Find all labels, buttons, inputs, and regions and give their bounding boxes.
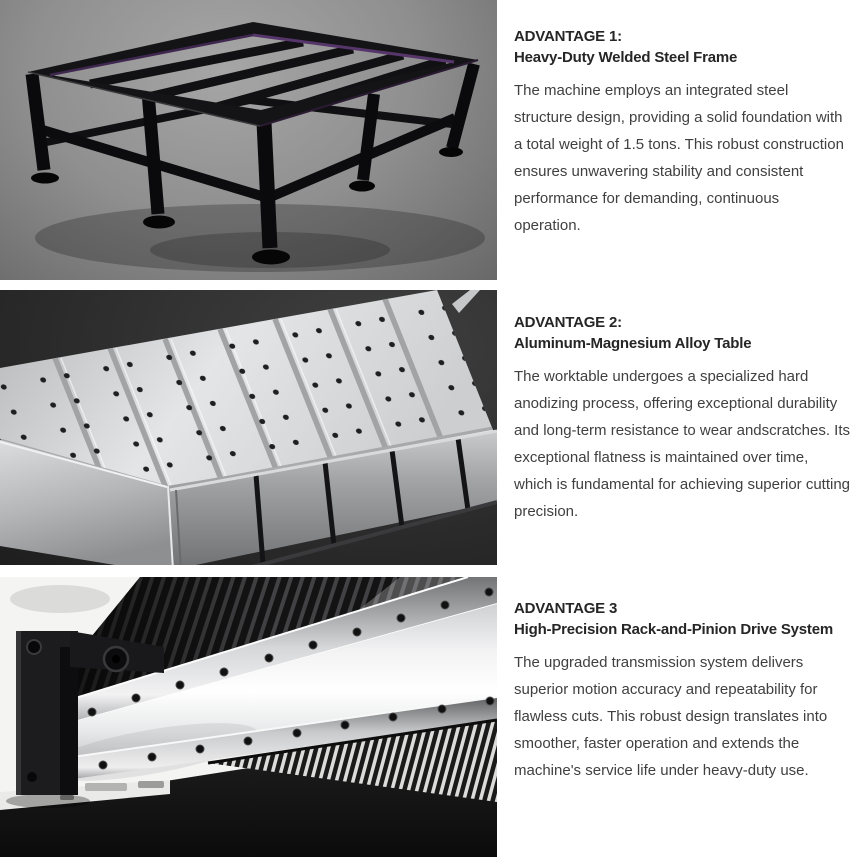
advantage-3-text xyxy=(514,598,850,784)
advantage-1-label: ADVANTAGE 1: xyxy=(514,28,622,45)
advantage-2-text xyxy=(514,312,850,525)
advantage-section-2 xyxy=(0,290,853,565)
rack-pinion-illustration xyxy=(0,577,497,857)
advantage-3-description: The upgraded transmission system delivers superior motion accuracy and repeatability for flawless cuts. This robust design translates into smoother, faster operation and extends the machine's service life under heavy-duty use. xyxy=(514,654,828,779)
advantage-2-label: ADVANTAGE 2: xyxy=(514,314,622,331)
advantage-3-label: ADVANTAGE 3 xyxy=(514,600,618,617)
advantage-section-1 xyxy=(0,0,853,280)
rack-pinion-photo xyxy=(0,577,497,857)
advantage-2-description: The worktable undergoes a specialized hard anodizing process, offering exceptional durability and long-term resistance to wear andscratches. Its exceptional flatness is maintained over time, which is fundamental for achieving superior cutting precision. xyxy=(514,368,851,520)
steel-frame-photo xyxy=(0,0,497,280)
advantage-3-title: High-Precision Rack-and-Pinion Drive System xyxy=(514,621,833,638)
advantage-1-title: Heavy-Duty Welded Steel Frame xyxy=(514,49,738,66)
alloy-table-photo xyxy=(0,290,497,565)
advantage-1-description: The machine employs an integrated steel structure design, providing a solid foundation with a total weight of 1.5 tons. This robust construction ensures unwavering stability and consistent performance for demanding, continuous operation. xyxy=(514,82,844,234)
alloy-table-illustration xyxy=(0,290,497,565)
steel-frame-illustration xyxy=(0,0,497,280)
advantage-section-3 xyxy=(0,577,853,857)
advantage-1-text xyxy=(514,26,850,239)
advantage-2-title: Aluminum-Magnesium Alloy Table xyxy=(514,335,752,352)
